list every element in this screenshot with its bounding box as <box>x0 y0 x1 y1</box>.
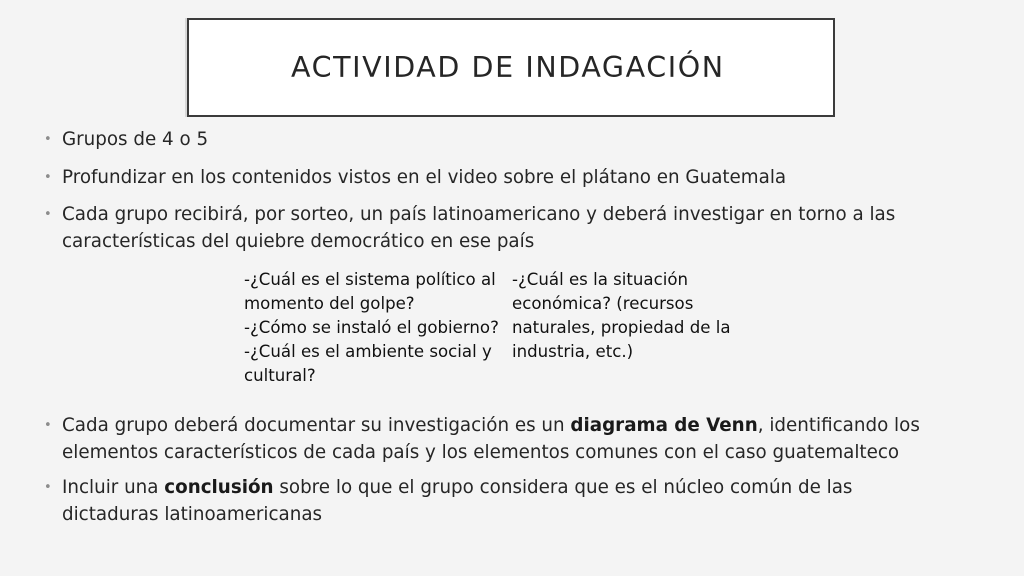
bullet-text-segment: , identificando los <box>757 415 920 436</box>
bullet-item-conclusion <box>62 474 852 528</box>
question-line: naturales, propiedad de la <box>512 318 731 337</box>
bullet-text-line2: dictaduras latinoamericanas <box>62 504 323 525</box>
question-line: momento del golpe? <box>244 294 415 313</box>
question-line: cultural? <box>244 366 316 385</box>
question-line: económica? (recursos <box>512 294 694 313</box>
bullet-item-groups <box>62 126 208 153</box>
page-title: ACTIVIDAD DE INDAGACIÓN <box>291 51 725 84</box>
bullet-text-line1 <box>62 474 852 501</box>
bullet-text-segment: sobre lo que el grupo considera que es el núcleo común de las <box>273 477 853 498</box>
title-box <box>187 18 835 117</box>
question-line: -¿Cuál es el sistema político al <box>244 270 496 289</box>
bullet-text: • Profundizar en los contenidos vistos en el video sobre el plátano en Guatemala <box>62 167 787 188</box>
bullet-text-segment: Cada grupo deberá documentar su investigación es un <box>62 415 571 436</box>
bullet-text-segment: Incluir una <box>62 477 165 498</box>
bullet-text-line1: • Cada grupo recibirá, por sorteo, un país latinoamericano y deberá investigar en torno a las <box>62 204 896 225</box>
question-line: -¿Cómo se instaló el gobierno? <box>244 318 499 337</box>
bullet-item-venn <box>62 412 920 466</box>
question-line: industria, etc.) <box>512 342 634 361</box>
bullet-text: • Grupos de 4 o 5 <box>62 129 209 150</box>
questions-left-column <box>244 268 499 388</box>
question-line: -¿Cuál es el ambiente social y <box>244 342 492 361</box>
bullet-item-deepen <box>62 164 786 191</box>
bullet-bold-venn: diagrama de Venn <box>570 415 758 436</box>
questions-right-column <box>512 268 731 364</box>
bullet-text-line1 <box>62 412 920 439</box>
bullet-bold-conclusion: conclusión <box>164 477 274 498</box>
bullet-item-country <box>62 201 895 255</box>
bullet-text-line2: características del quiebre democrático en ese país <box>62 231 535 252</box>
bullet-text-line2: elementos característicos de cada país y los elementos comunes con el caso guatemalteco <box>62 442 900 463</box>
question-line: -¿Cuál es la situación <box>512 270 688 289</box>
